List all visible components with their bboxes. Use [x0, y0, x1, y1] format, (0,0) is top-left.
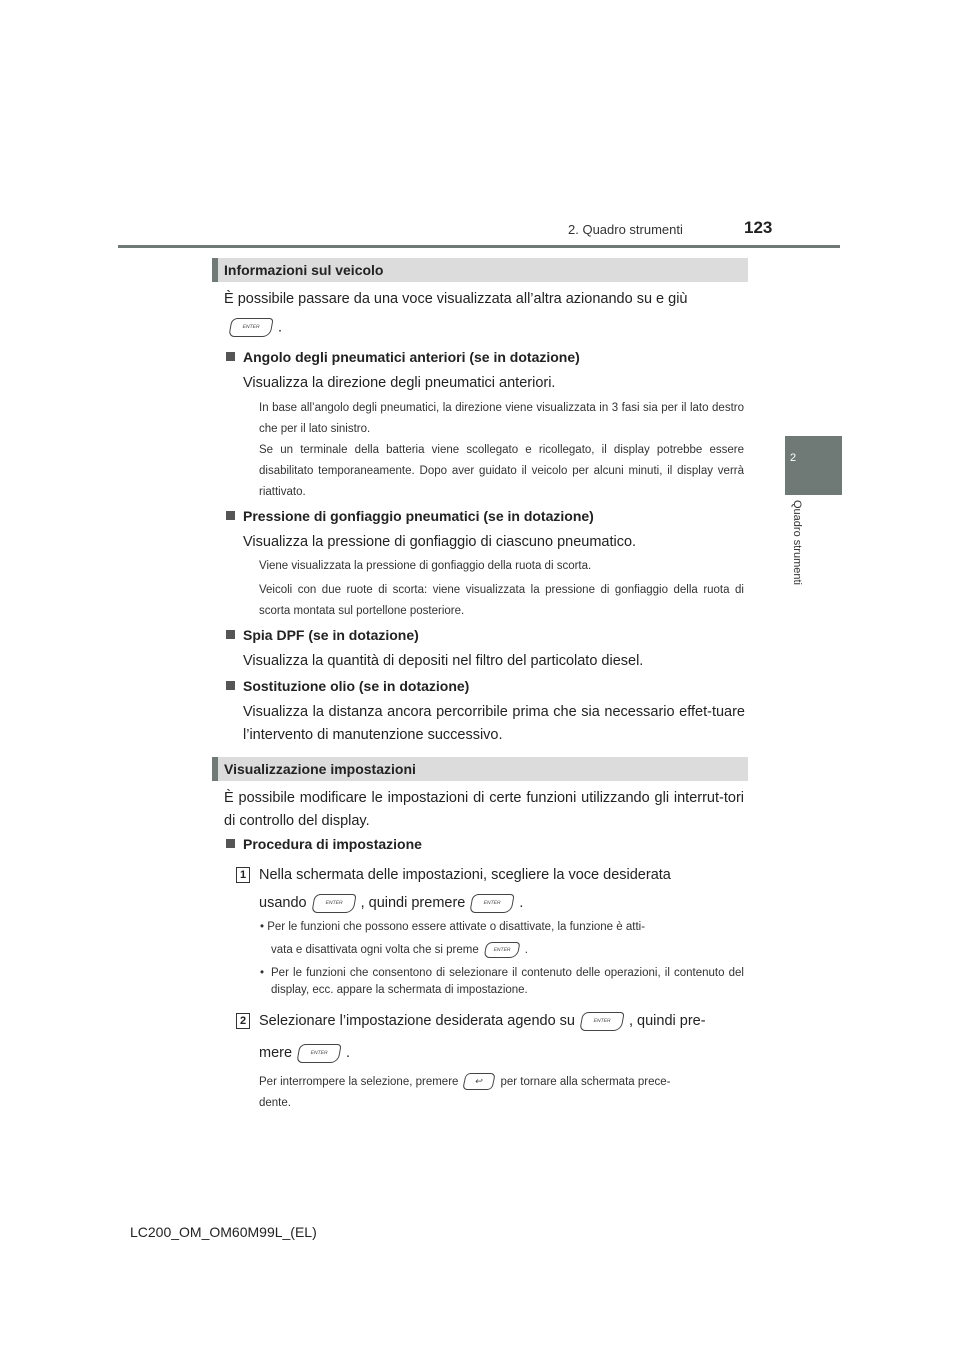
vehicle-info-intro-end — [224, 318, 282, 337]
header-divider — [118, 245, 840, 248]
step-2-line-2 — [259, 1039, 745, 1067]
square-bullet-icon — [226, 839, 235, 848]
section-title-vehicle-info: Informazioni sul veicolo — [224, 262, 384, 278]
note-tire-pressure-2: Veicoli con due ruote di scorta: viene visualizzata la pressione di gonfiaggio della ruota di scorta montata sul portellone posteriore. — [259, 584, 744, 617]
step-2-then: , quindi pre- — [628, 1013, 706, 1029]
step-1-bullet-1 — [260, 917, 744, 960]
chapter-tab-label: Quadro strumenti — [791, 500, 803, 585]
step-2-note — [259, 1072, 744, 1114]
enter-button-icon: ENTER — [311, 894, 356, 913]
square-bullet-icon — [226, 630, 235, 639]
item-text-dpf: Visualizza la quantità di depositi nel filtro del particolato diesel. — [243, 653, 644, 669]
note-text-a: Per interrompere la selezione, premere — [259, 1076, 459, 1088]
footer-code: LC200_OM_OM60M99L_(EL) — [130, 1224, 317, 1240]
header-section-title: 2. Quadro strumenti — [568, 222, 683, 237]
page-number: 123 — [744, 218, 773, 237]
enter-button-icon: ENTER — [470, 894, 515, 913]
step-1-line-1: Nella schermata delle impostazioni, scegliere la voce desiderata — [259, 867, 671, 883]
note-tire-angle-1: In base all’angolo degli pneumatici, la direzione viene visualizzata in 3 fasi sia per il lato destro che per il lato sinistro. — [259, 402, 744, 435]
bullet-1-line-1: • Per le funzioni che possono essere attivate o disattivate, la funzione è atti- — [260, 921, 646, 933]
step-2-text — [259, 1007, 745, 1067]
item-heading-text: Angolo degli pneumatici anteriori (se in dotazione) — [243, 349, 580, 365]
bullet-1-line-2 — [260, 940, 744, 960]
item-heading-dpf — [226, 627, 419, 643]
step-2-press: mere — [259, 1045, 293, 1061]
step-number-1: 1 — [236, 867, 250, 883]
bullet-1-text-b: vata e disattivata ogni volta che si preme — [271, 944, 479, 956]
note-text-b: per tornare alla schermata prece- — [500, 1076, 671, 1088]
item-heading-text: Spia DPF (se in dotazione) — [243, 627, 419, 643]
note-tire-pressure-1: Viene visualizzata la pressione di gonfiaggio della ruota di scorta. — [259, 560, 592, 572]
step-2-note-line-1 — [259, 1072, 744, 1093]
item-text-tire-pressure: Visualizza la pressione di gonfiaggio di ciascuno pneumatico. — [243, 534, 637, 550]
step-2-select: Selezionare l’impostazione desiderata agendo su — [259, 1013, 575, 1029]
square-bullet-icon — [226, 681, 235, 690]
chapter-tab-number: 2 — [790, 452, 797, 464]
enter-button-icon: ENTER — [228, 318, 273, 337]
step-1-bullet-2: • Per le funzioni che consentono di selezionare il contenuto delle operazioni, il contenuto del display, ecc. appare la schermata di impostazione. — [260, 965, 744, 999]
step-number-2: 2 — [236, 1013, 250, 1029]
procedure-heading-text: Procedura di impostazione — [243, 836, 422, 852]
enter-button-icon: ENTER — [296, 1044, 341, 1063]
step-1-line-2 — [259, 889, 745, 917]
item-heading-text: Pressione di gonfiaggio pneumatici (se in dotazione) — [243, 508, 594, 524]
item-heading-text: Sostituzione olio (se in dotazione) — [243, 678, 470, 694]
item-heading-oil — [226, 678, 469, 694]
bullet-2-text: Per le funzioni che consentono di selezionare il contenuto delle operazioni, il contenuto del display, ecc. appare la schermata di impostazione. — [271, 967, 744, 996]
step-1-using: usando — [259, 895, 307, 911]
step-1-period: . — [519, 895, 524, 911]
item-heading-tire-angle — [226, 349, 580, 365]
square-bullet-icon — [226, 511, 235, 520]
step-2-note-line-2: dente. — [259, 1097, 291, 1109]
settings-intro: È possibile modificare le impostazioni di certe funzioni utilizzando gli interrut-tori di controllo del display. — [224, 790, 744, 829]
step-1-text — [259, 861, 745, 917]
item-text-oil: Visualizza la distanza ancora percorribile prima che sia necessario effet-tuare l’intervento di manutenzione successivo. — [243, 704, 745, 743]
item-heading-tire-pressure — [226, 508, 594, 524]
enter-button-icon: ENTER — [483, 942, 520, 958]
step-2-period: . — [346, 1045, 351, 1061]
back-button-icon: ↩ — [463, 1073, 497, 1090]
enter-button-icon: ENTER — [579, 1012, 624, 1031]
vehicle-info-intro: È possibile passare da una voce visualizzata all’altra azionando su e giù — [224, 291, 688, 307]
bullet-1-text-a: Per le funzioni che possono essere attivate o disattivate, la funzione è atti- — [267, 921, 646, 933]
chapter-tab — [785, 436, 842, 495]
section-title-settings: Visualizzazione impostazioni — [224, 761, 416, 777]
bullet-1-text-c: . — [524, 944, 528, 956]
vehicle-info-intro-period: . — [278, 319, 283, 336]
note-tire-angle-2: Se un terminale della batteria viene scollegato e ricollegato, il display potrebbe essere disabilitato temporaneamente. Dopo aver guidato il veicolo per alcuni minuti, il display verrà riattivato. — [259, 444, 744, 498]
procedure-heading — [226, 836, 422, 852]
item-text-tire-angle: Visualizza la direzione degli pneumatici anteriori. — [243, 375, 556, 391]
square-bullet-icon — [226, 352, 235, 361]
step-1-then-press: , quindi premere — [360, 895, 466, 911]
step-2-line-1 — [259, 1007, 745, 1035]
